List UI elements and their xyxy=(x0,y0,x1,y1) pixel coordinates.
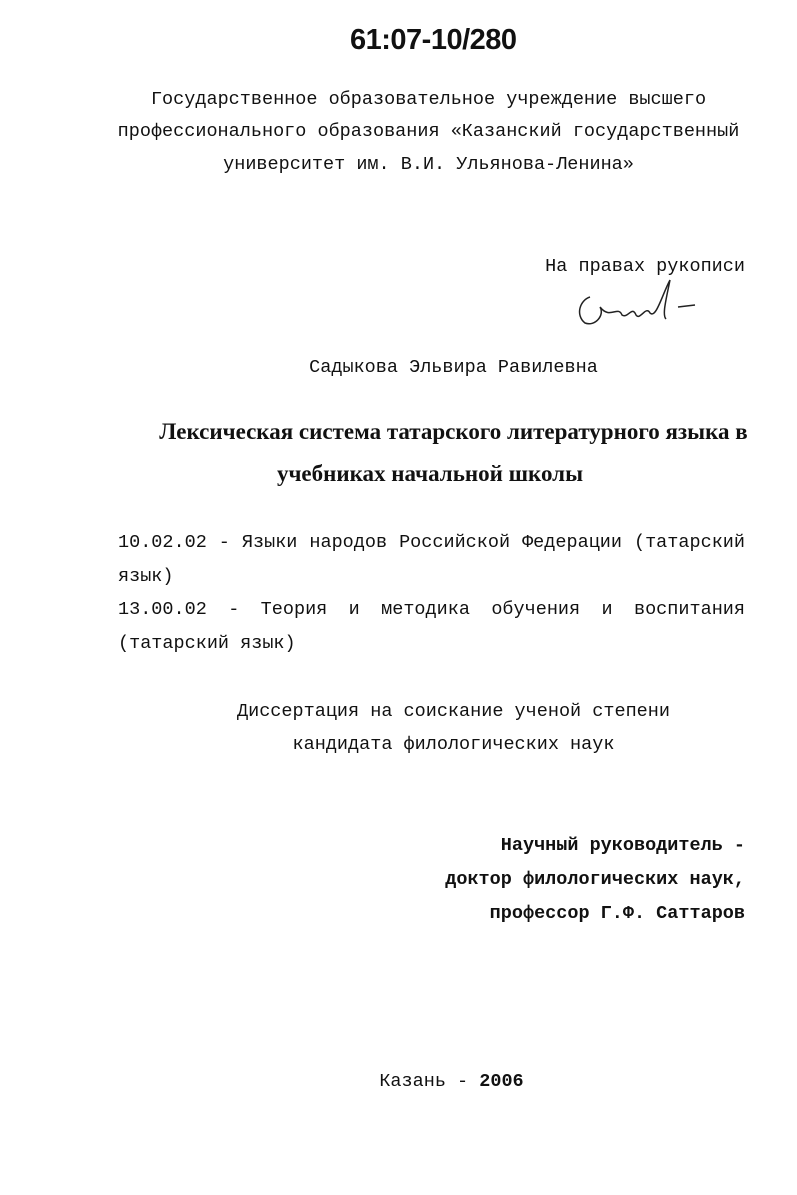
specialty-1-line-1: 10.02.02 - Языки народов Российской Федерации (татарский xyxy=(118,532,745,553)
supervisor-line-2: доктор филологических наук, xyxy=(445,869,745,890)
dissertation-title-line-1: Лексическая система татарского литературного языка в xyxy=(159,419,748,444)
degree-line-2: кандидата филологических наук xyxy=(292,734,615,755)
specialty-2-line-1: 13.00.02 - Теория и методика обучения и воспитания xyxy=(118,599,745,620)
manuscript-note: На правах рукописи xyxy=(545,256,745,277)
institution-line-3: университет им. В.И. Ульянова-Ленина» xyxy=(223,154,634,175)
author-name: Садыкова Эльвира Равилевна xyxy=(309,357,598,378)
year: 2006 xyxy=(479,1071,524,1092)
document-code: 61:07-10/280 xyxy=(350,24,517,56)
institution-line-2: профессионального образования «Казанский государственный xyxy=(117,121,740,142)
dissertation-title-line-2: учебниках начальной школы xyxy=(276,461,584,486)
place: Казань - xyxy=(379,1071,480,1092)
supervisor-line-3: профессор Г.Ф. Саттаров xyxy=(489,903,745,924)
specialty-1-line-2: язык) xyxy=(118,566,174,587)
author-signature xyxy=(570,275,700,335)
supervisor-line-1: Научный руководитель - xyxy=(500,835,745,856)
specialty-2-line-2: (татарский язык) xyxy=(118,633,296,654)
degree-line-1: Диссертация на соискание ученой степени xyxy=(237,701,670,722)
place-year xyxy=(0,1073,797,1092)
institution-line-1: Государственное образовательное учреждение высшего xyxy=(150,89,707,110)
